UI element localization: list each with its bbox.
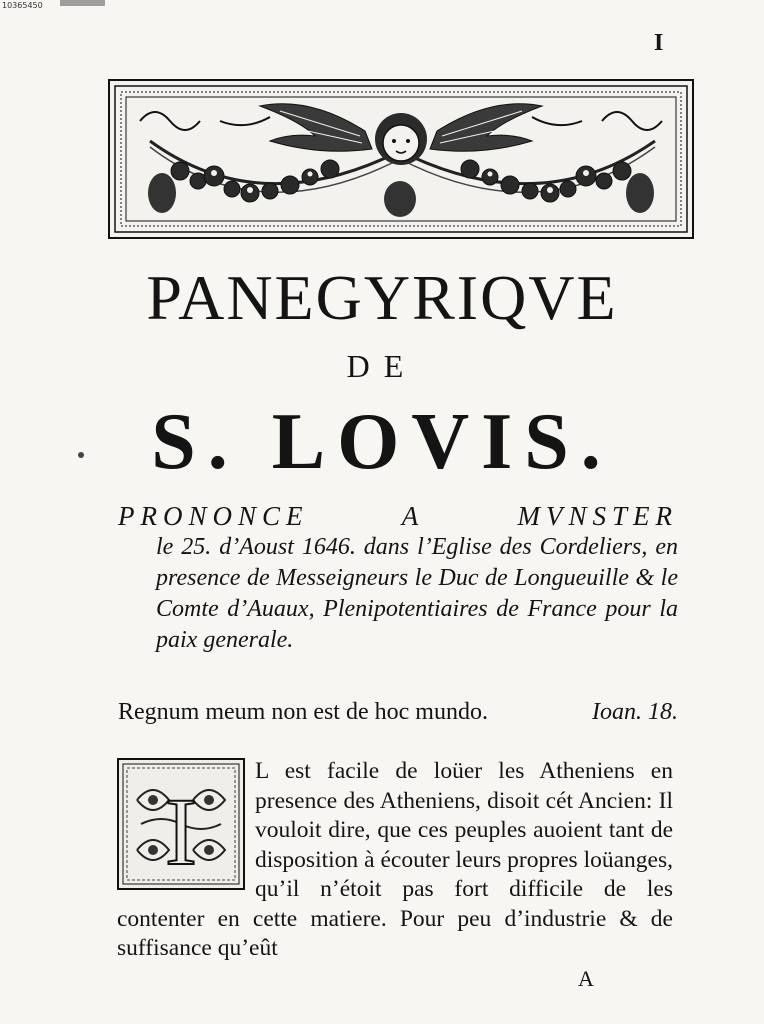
dropcap-letter: I	[165, 778, 197, 885]
floral-initial-icon	[119, 760, 243, 888]
cherub-garland-icon	[110, 81, 692, 237]
title-main: PANEGYRIQVE	[146, 262, 618, 333]
scan-artifact	[60, 0, 105, 6]
epigraph-text: Regnum meum non est de hoc mundo.	[118, 699, 488, 725]
headpiece-ornament	[108, 79, 694, 239]
title-de: DE	[346, 348, 418, 384]
epigraph-reference: Ioan. 18.	[592, 699, 678, 725]
epigraph	[118, 697, 678, 727]
subtitle-first-line: PRONONCE A MVNSTER	[118, 501, 678, 531]
body-text: L est facile de loüer les Atheniens en presence des Atheniens, disoit cét Ancien: Il vouloit dire, que ces peuples auoient tant de disposition à écouter leurs propres loüanges, qu’il n’étoit pas fort difficile de les contenter en cette matiere. Pour peu d’industrie & de suffisance qu’eût	[117, 758, 673, 961]
signature-mark: A	[578, 966, 594, 991]
title-saint: S. LOVIS.	[151, 398, 613, 486]
catalog-id: 10365450	[2, 1, 43, 10]
subtitle	[118, 500, 678, 656]
subtitle-rest: le 25. d’Aoust 1646. dans l’Eglise des Cordeliers, en presence de Messeigneurs le Duc de Longueuille & le Comte d’Auaux, Plenipotentiaires de France pour la paix generale.	[156, 534, 678, 653]
ink-blot	[78, 452, 84, 458]
page-number: I	[654, 30, 664, 56]
dropcap	[117, 758, 245, 890]
